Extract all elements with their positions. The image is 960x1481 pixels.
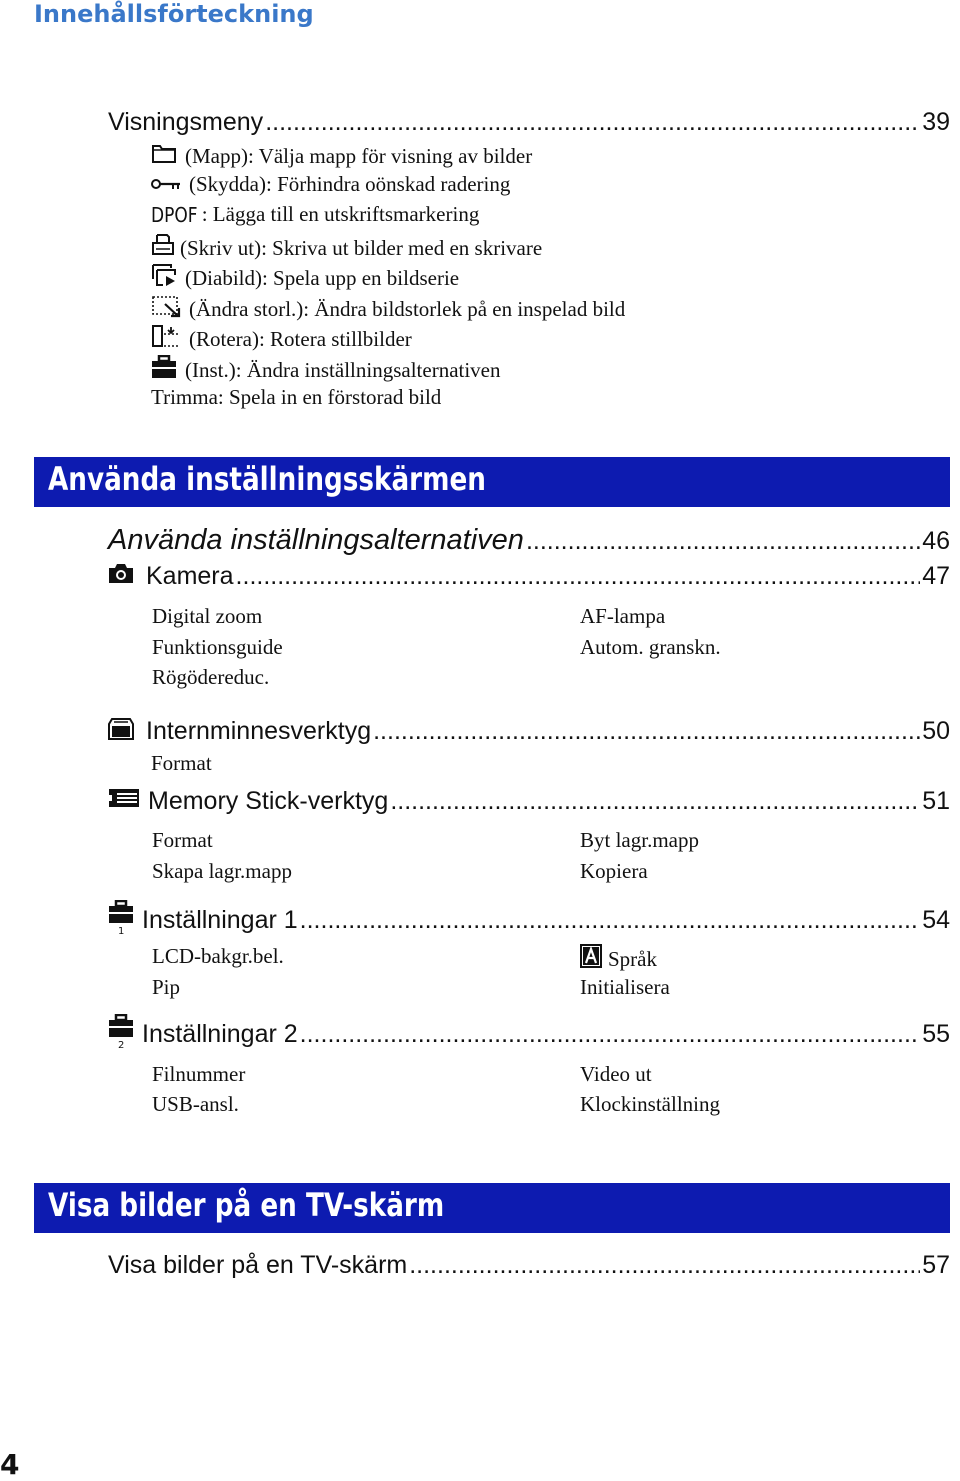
camera-item: Autom. granskn. — [580, 635, 721, 659]
slideshow-icon — [151, 263, 177, 293]
camera-icon — [108, 562, 134, 591]
viewing-menu-item-slideshow: (Diabild): Spela upp en bildserie — [151, 263, 459, 293]
toc-entry-internal-memory-tool[interactable] — [108, 717, 950, 748]
toc-page-number: 47 — [922, 562, 950, 590]
toc-page-number: 51 — [922, 787, 950, 815]
memory-stick-item: Byt lagr.mapp — [580, 828, 699, 852]
memory-stick-item: Format — [152, 828, 213, 852]
viewing-menu-item-resize: (Ändra storl.): Ändra bildstorlek på en inspelad bild — [151, 294, 625, 324]
rotate-icon — [151, 324, 181, 354]
toc-leader-dots — [373, 717, 920, 746]
settings-1-item: Initialisera — [580, 975, 670, 999]
toc-page-number: 50 — [922, 717, 950, 745]
internal-memory-item: Format — [151, 751, 212, 775]
toc-entry-title: Internminnesverktyg — [146, 717, 372, 745]
section-band-title: Visa bilder på en TV-skärm — [48, 1186, 445, 1224]
print-icon — [151, 233, 175, 263]
toc-leader-dots — [526, 527, 920, 556]
camera-item: Rögödereduc. — [152, 665, 270, 689]
toc-page-number: 39 — [922, 108, 950, 136]
viewing-menu-item-dpof: DPOF : Lägga till en utskriftsmarkering — [151, 202, 480, 227]
resize-icon — [151, 294, 181, 324]
toc-entry-title: Använda inställningsalternativen — [108, 524, 524, 556]
viewing-menu-item-protect: (Skydda): Förhindra oönskad radering — [151, 172, 510, 197]
toc-page-number: 55 — [922, 1020, 950, 1048]
toolbox-icon — [151, 355, 177, 385]
settings-1-item: Pip — [152, 975, 181, 999]
memory-stick-icon — [108, 787, 140, 816]
settings-2-item: USB-ansl. — [152, 1092, 239, 1116]
toc-entry-title: Memory Stick-verktyg — [148, 787, 389, 815]
internal-memory-icon — [108, 717, 134, 748]
viewing-menu-item-print: (Skriv ut): Skriva ut bilder med en skrivare — [151, 233, 542, 263]
toc-leader-dots — [265, 108, 920, 137]
toc-leader-dots — [390, 787, 920, 816]
toc-entry-memory-stick-tool[interactable] — [108, 787, 950, 816]
toc-page-number: 57 — [922, 1251, 950, 1279]
camera-item: AF-lampa — [580, 604, 666, 628]
toc-leader-dots — [300, 906, 921, 935]
section-band-title: Använda inställningsskärmen — [48, 460, 486, 498]
toc-entry-title: Visa bilder på en TV-skärm — [108, 1251, 408, 1279]
toc-entry-using-settings[interactable] — [108, 524, 950, 557]
memory-stick-item: Skapa lagr.mapp — [152, 859, 292, 883]
settings-2-item: Video ut — [580, 1062, 652, 1086]
settings-1-icon: 1 — [108, 906, 134, 940]
viewing-menu-item-setup: (Inst.): Ändra inställningsalternativen — [151, 355, 501, 385]
page-header-title: Innehållsförteckning — [34, 0, 314, 28]
camera-item: Funktionsguide — [152, 635, 283, 659]
section-band-tv-screen — [34, 1183, 950, 1233]
language-icon — [580, 944, 602, 974]
page-number: 4 — [0, 1448, 20, 1481]
toc-entry-title: Kamera — [146, 562, 234, 590]
toc-entry-camera[interactable] — [108, 562, 950, 591]
settings-1-item: LCD-bakgr.bel. — [152, 944, 284, 968]
toc-leader-dots — [236, 562, 921, 591]
folder-icon — [151, 142, 177, 170]
toc-entry-settings-2[interactable] — [108, 1020, 950, 1054]
camera-item: Digital zoom — [152, 604, 263, 628]
toc-leader-dots — [300, 1020, 921, 1049]
settings-1-item-language: Språk — [580, 944, 657, 974]
memory-stick-item: Kopiera — [580, 859, 648, 883]
section-band-setup-screen — [34, 457, 950, 507]
toc-page-number: 54 — [922, 906, 950, 934]
settings-2-item: Filnummer — [152, 1062, 246, 1086]
toc-page-number: 46 — [922, 527, 950, 555]
viewing-menu-item-rotate: (Rotera): Rotera stillbilder — [151, 324, 412, 354]
dpof-icon: DPOF — [151, 202, 198, 227]
toc-entry-viewing-menu[interactable] — [108, 108, 950, 137]
toc-entry-title: Inställningar 1 — [142, 906, 298, 934]
settings-2-icon: 2 — [108, 1020, 134, 1054]
toc-entry-settings-1[interactable] — [108, 906, 950, 940]
settings-2-item: Klockinställning — [580, 1092, 720, 1116]
toc-entry-title: Inställningar 2 — [142, 1020, 298, 1048]
key-icon — [151, 172, 181, 197]
toc-leader-dots — [409, 1251, 920, 1280]
viewing-menu-item-folder: (Mapp): Välja mapp för visning av bilder — [151, 142, 532, 170]
viewing-menu-item-trim: Trimma: Spela in en förstorad bild — [151, 385, 442, 409]
toc-entry-title: Visningsmeny — [108, 108, 264, 136]
toc-entry-tv-screen[interactable] — [108, 1251, 950, 1280]
